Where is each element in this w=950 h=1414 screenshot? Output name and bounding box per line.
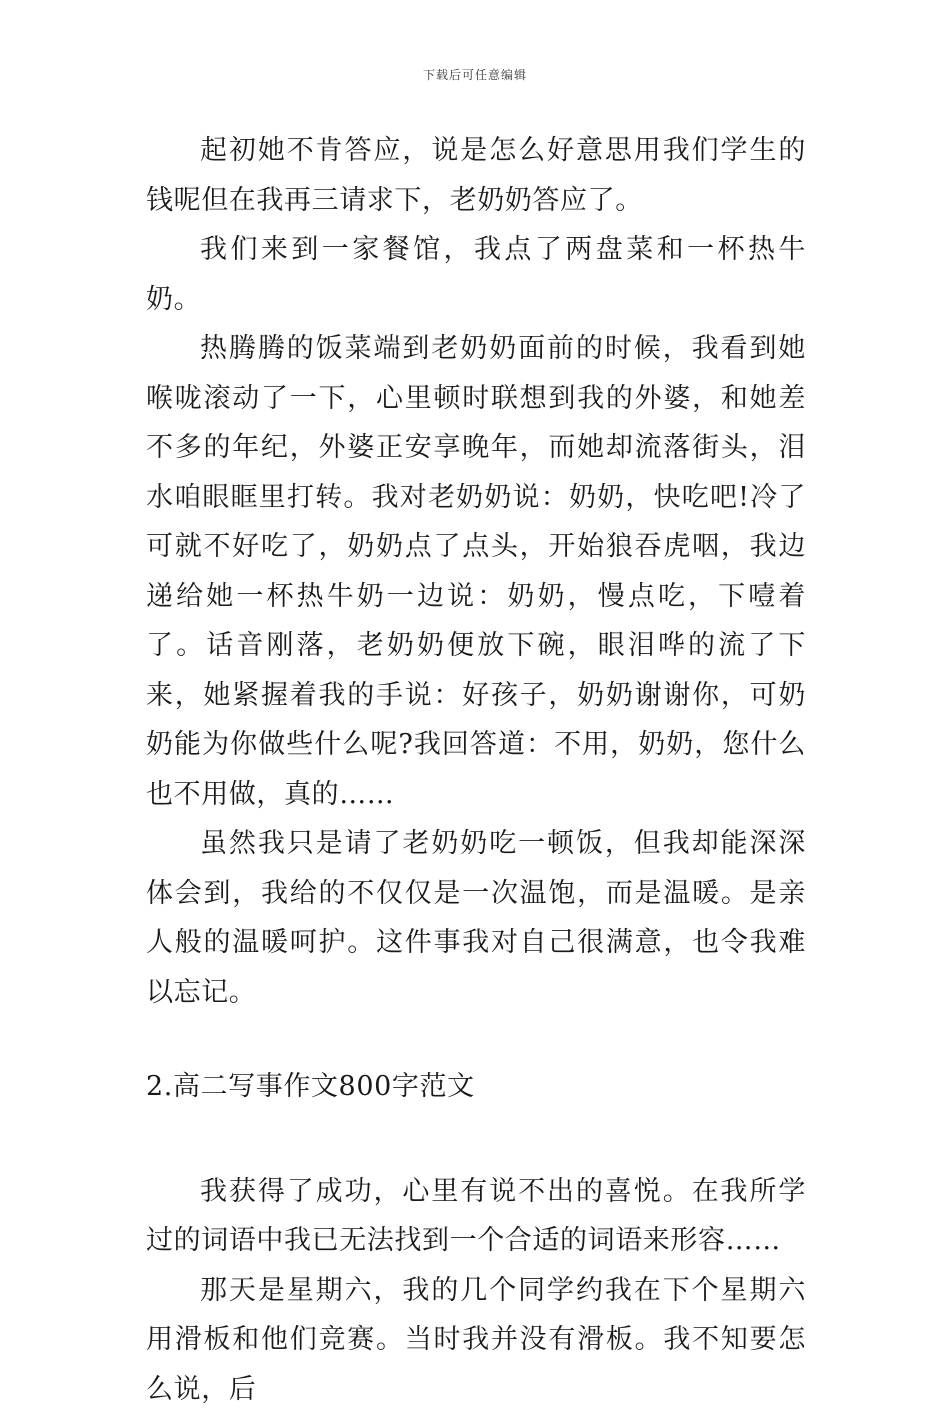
paragraph: 我们来到一家餐馆，我点了两盘菜和一杯热牛奶。 bbox=[146, 225, 806, 324]
paragraph: 那天是星期六，我的几个同学约我在下个星期六用滑板和他们竞赛。当时我并没有滑板。我不知要怎么说，后 bbox=[146, 1266, 806, 1414]
paragraph: 我获得了成功，心里有说不出的喜悦。在我所学过的词语中我已无法找到一个合适的词语来形容…… bbox=[146, 1167, 806, 1266]
header-note: 下载后可任意编辑 bbox=[0, 66, 950, 83]
spacer bbox=[146, 1112, 806, 1167]
section-heading: 2.高二写事作文800字范文 bbox=[146, 1062, 806, 1112]
paragraph: 虽然我只是请了老奶奶吃一顿饭，但我却能深深体会到，我给的不仅仅是一次温饱，而是温暖。是亲人般的温暖呵护。这件事我对自己很满意，也令我难以忘记。 bbox=[146, 819, 806, 1017]
document-body bbox=[146, 126, 806, 1414]
paragraph: 起初她不肯答应，说是怎么好意思用我们学生的钱呢但在我再三请求下，老奶奶答应了。 bbox=[146, 126, 806, 225]
paragraph: 热腾腾的饭菜端到老奶奶面前的时候，我看到她喉咙滚动了一下，心里顿时联想到我的外婆，和她差不多的年纪，外婆正安享晚年，而她却流落街头，泪水咱眼眶里打转。我对老奶奶说：奶奶，快吃吧!冷了可就不好吃了，奶奶点了点头，开始狼吞虎咽，我边递给她一杯热牛奶一边说：奶奶，慢点吃，下噎着了。话音刚落，老奶奶便放下碗，眼泪哗的流了下来，她紧握着我的手说：好孩子，奶奶谢谢你，可奶奶能为你做些什么呢?我回答道：不用，奶奶，您什么也不用做，真的…… bbox=[146, 324, 806, 819]
